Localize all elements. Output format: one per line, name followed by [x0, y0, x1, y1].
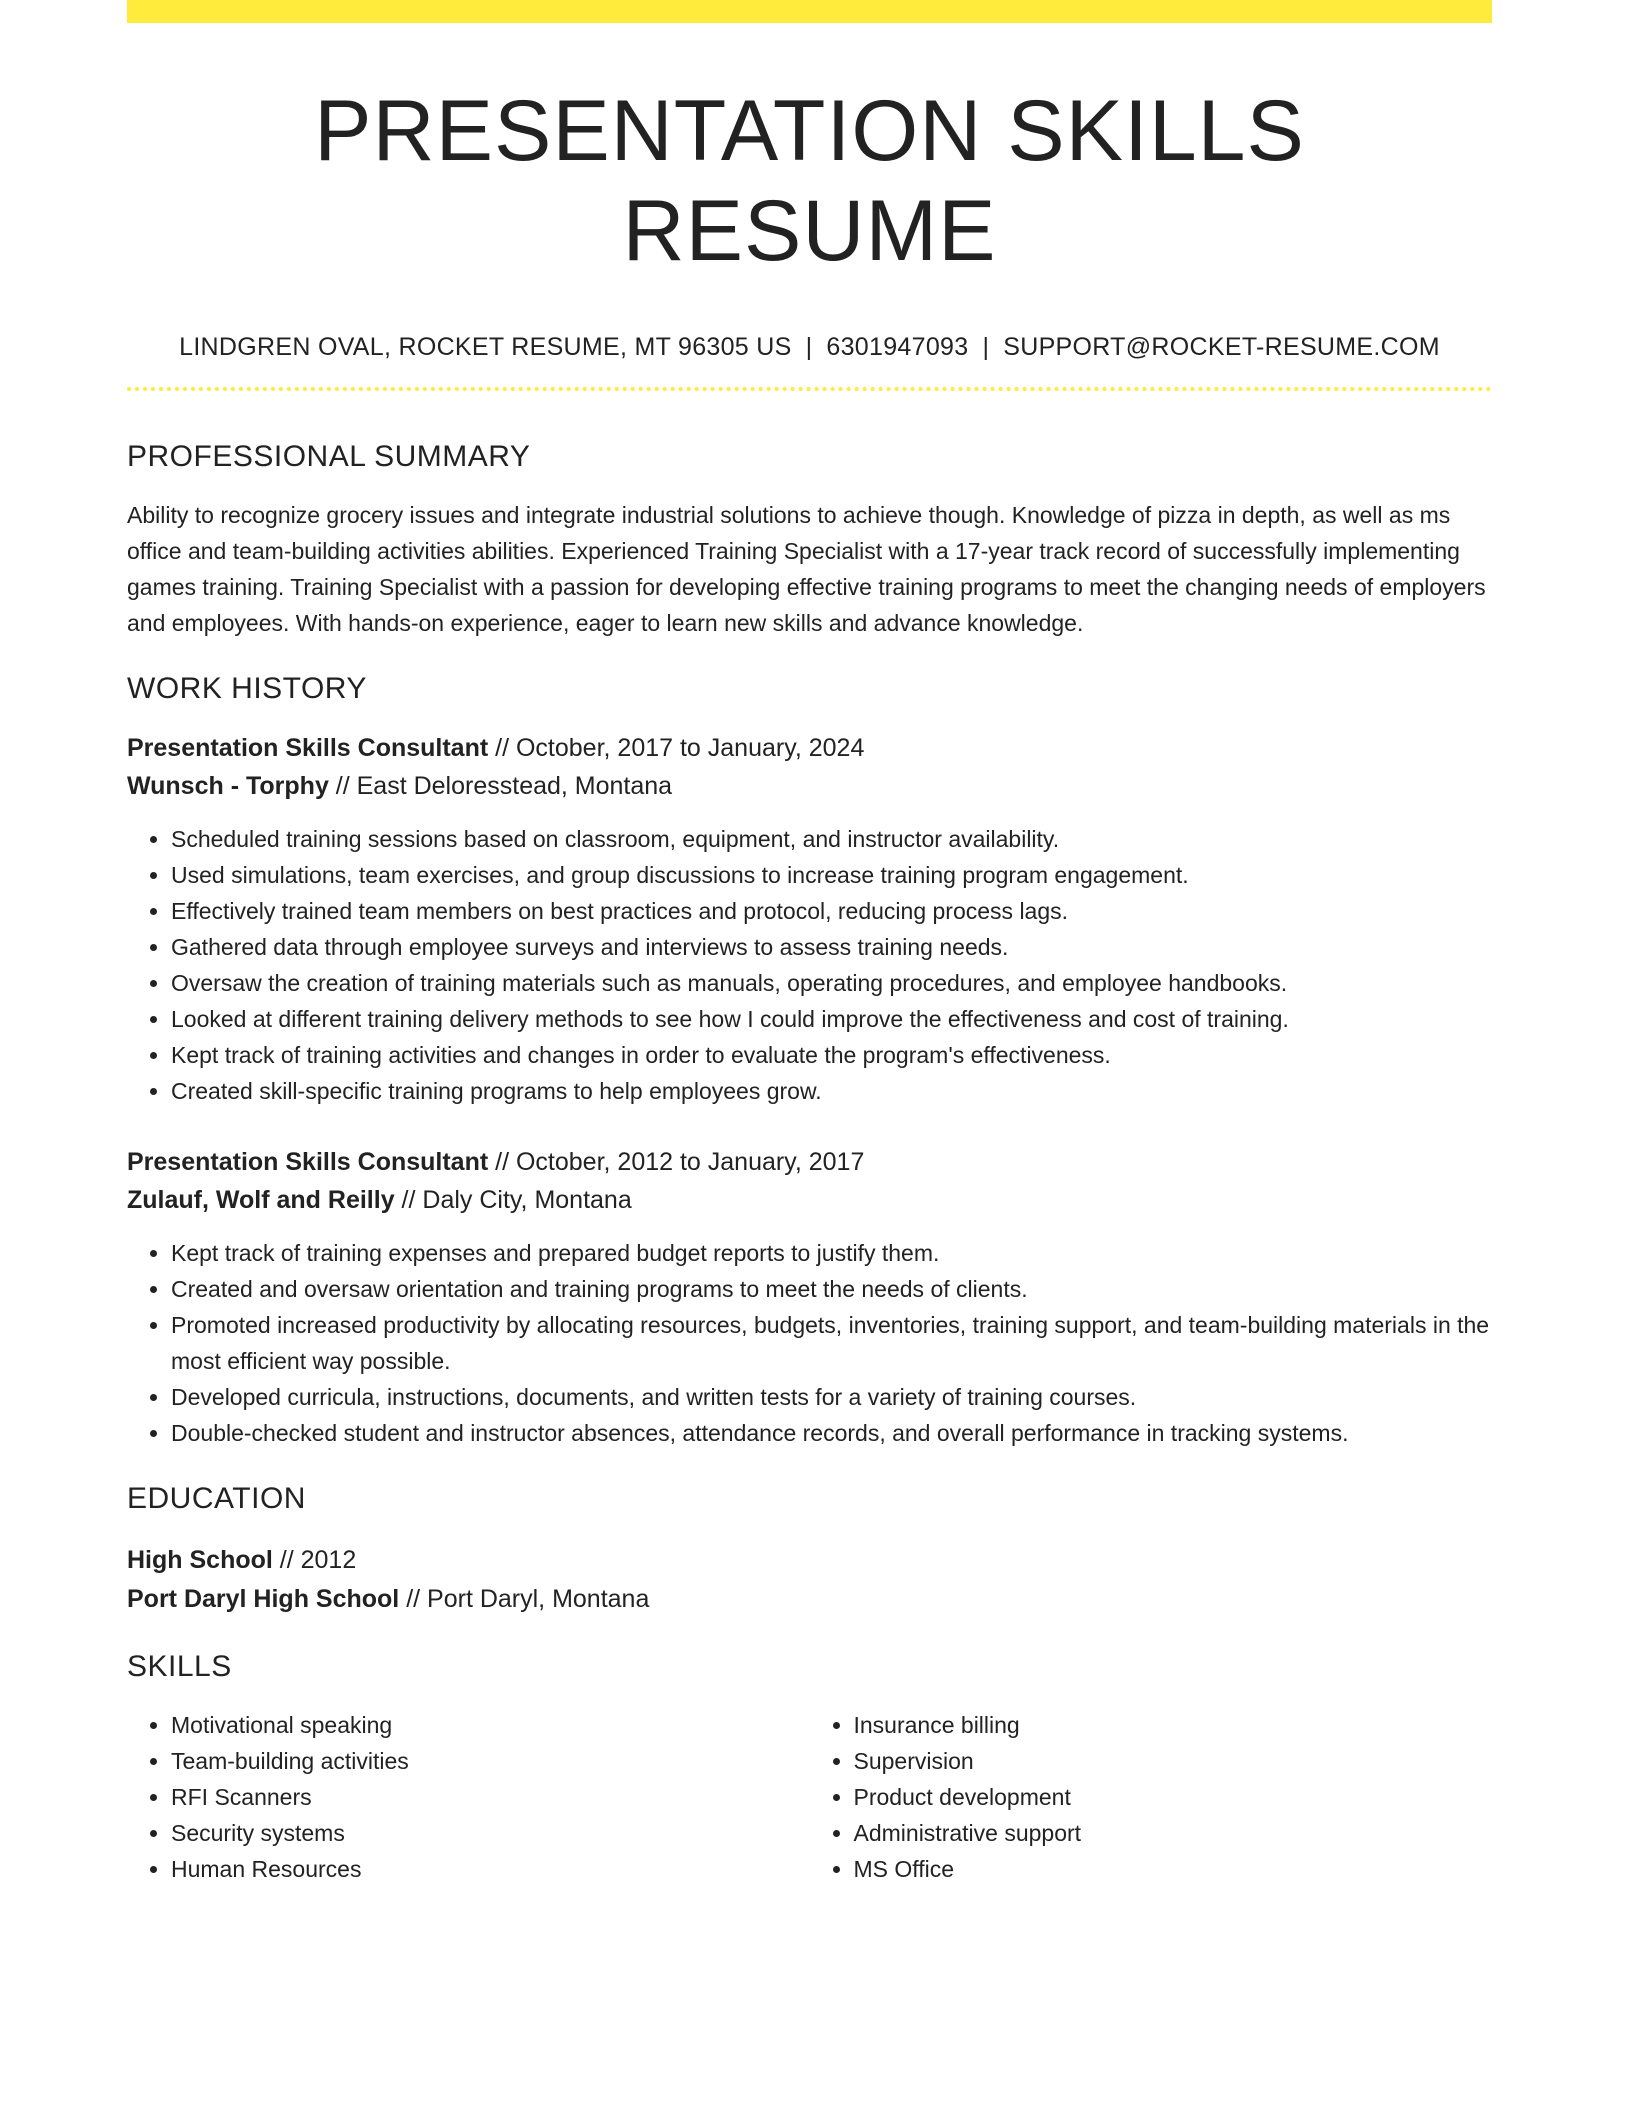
- education-degree-line: [127, 1541, 1492, 1580]
- skill-item: • Team-building activities: [171, 1743, 810, 1779]
- top-accent-bar: [127, 0, 1492, 23]
- job-dates: // October, 2017 to January, 2024: [488, 734, 865, 762]
- skill-item: • Supervision: [854, 1743, 1493, 1779]
- job-location: // Daly City, Montana: [394, 1186, 632, 1214]
- education-degree: High School: [127, 1546, 273, 1574]
- contact-address: LINDGREN OVAL, ROCKET RESUME, MT 96305 US: [179, 333, 792, 361]
- job-bullet-list: [127, 1235, 1492, 1451]
- job-dates: // October, 2012 to January, 2017: [488, 1148, 865, 1176]
- skills-grid: [127, 1707, 1492, 1887]
- job-bullet-list: [127, 821, 1492, 1109]
- skill-item: • Product development: [854, 1779, 1493, 1815]
- job-bullet: • Double-checked student and instructor absences, attendance records, and overall performance in tracking systems.: [171, 1415, 1492, 1451]
- skill-item: • Human Resources: [171, 1851, 810, 1887]
- job-entry: [127, 729, 1492, 1109]
- contact-separator: |: [982, 333, 990, 361]
- header-divider: [127, 387, 1492, 391]
- job-bullet: • Developed curricula, instructions, documents, and written tests for a variety of training courses.: [171, 1379, 1492, 1415]
- skills-list-left: [127, 1707, 810, 1887]
- job-role: Presentation Skills Consultant: [127, 1148, 489, 1176]
- job-bullet: • Effectively trained team members on best practices and protocol, reducing process lags.: [171, 893, 1492, 929]
- resume-title: PRESENTATION SKILLS RESUME: [314, 83, 1305, 279]
- skill-item: • Security systems: [171, 1815, 810, 1851]
- skill-item: • MS Office: [854, 1851, 1493, 1887]
- contact-email: SUPPORT@ROCKET-RESUME.COM: [1003, 333, 1440, 361]
- education-school-line: [127, 1580, 1492, 1619]
- job-role: Presentation Skills Consultant: [127, 734, 489, 762]
- job-bullet: • Created skill-specific training programs to help employees grow.: [171, 1073, 1492, 1109]
- job-bullet: • Used simulations, team exercises, and group discussions to increase training program engagement.: [171, 857, 1492, 893]
- job-bullet: • Kept track of training expenses and prepared budget reports to justify them.: [171, 1235, 1492, 1271]
- summary-heading: PROFESSIONAL SUMMARY: [127, 440, 531, 473]
- job-role-line: [127, 729, 1492, 767]
- education-location: // Port Daryl, Montana: [399, 1585, 650, 1613]
- skills-heading: SKILLS: [127, 1650, 232, 1683]
- skill-item: • Administrative support: [854, 1815, 1493, 1851]
- job-company-line: [127, 767, 1492, 805]
- resume-page: [127, 0, 1492, 1887]
- education-year: // 2012: [272, 1546, 357, 1574]
- job-bullet: • Looked at different training delivery methods to see how I could improve the effectiveness and cost of training.: [171, 1001, 1492, 1037]
- contact-phone: 6301947093: [826, 333, 969, 361]
- job-company: Zulauf, Wolf and Reilly: [127, 1186, 395, 1214]
- contact-separator: |: [805, 333, 813, 361]
- job-location: // East Deloresstead, Montana: [328, 772, 673, 800]
- job-role-line: [127, 1143, 1492, 1181]
- skills-list-right: [810, 1707, 1493, 1887]
- job-bullet: • Oversaw the creation of training materials such as manuals, operating procedures, and employee handbooks.: [171, 965, 1492, 1001]
- job-company-line: [127, 1181, 1492, 1219]
- work-history-heading: WORK HISTORY: [127, 672, 367, 705]
- skill-item: • Insurance billing: [854, 1707, 1493, 1743]
- job-bullet: • Gathered data through employee surveys and interviews to assess training needs.: [171, 929, 1492, 965]
- skill-item: • Motivational speaking: [171, 1707, 810, 1743]
- job-bullet: • Promoted increased productivity by allocating resources, budgets, inventories, training support, and team-building materials in the most efficient way possible.: [171, 1307, 1492, 1379]
- job-entry: [127, 1143, 1492, 1451]
- education-entry: [127, 1541, 1492, 1619]
- job-bullet: • Created and oversaw orientation and training programs to meet the needs of clients.: [171, 1271, 1492, 1307]
- job-bullet: • Kept track of training activities and changes in order to evaluate the program's effectiveness.: [171, 1037, 1492, 1073]
- skill-item: • RFI Scanners: [171, 1779, 810, 1815]
- job-bullet: • Scheduled training sessions based on classroom, equipment, and instructor availability.: [171, 821, 1492, 857]
- job-company: Wunsch - Torphy: [127, 772, 329, 800]
- contact-line: [127, 331, 1492, 363]
- summary-text: Ability to recognize grocery issues and integrate industrial solutions to achieve though. Knowledge of pizza in depth, as well as ms office and team-building activities abilities. Experienced Training Specialist with a 17-year track record of successfully implementing games training. Training Specialist with a passion for developing effective training programs to meet the changing needs of employers and employees. With hands-on experience, eager to learn new skills and advance knowledge.: [127, 502, 1486, 636]
- education-school: Port Daryl High School: [127, 1585, 400, 1613]
- education-heading: EDUCATION: [127, 1482, 306, 1515]
